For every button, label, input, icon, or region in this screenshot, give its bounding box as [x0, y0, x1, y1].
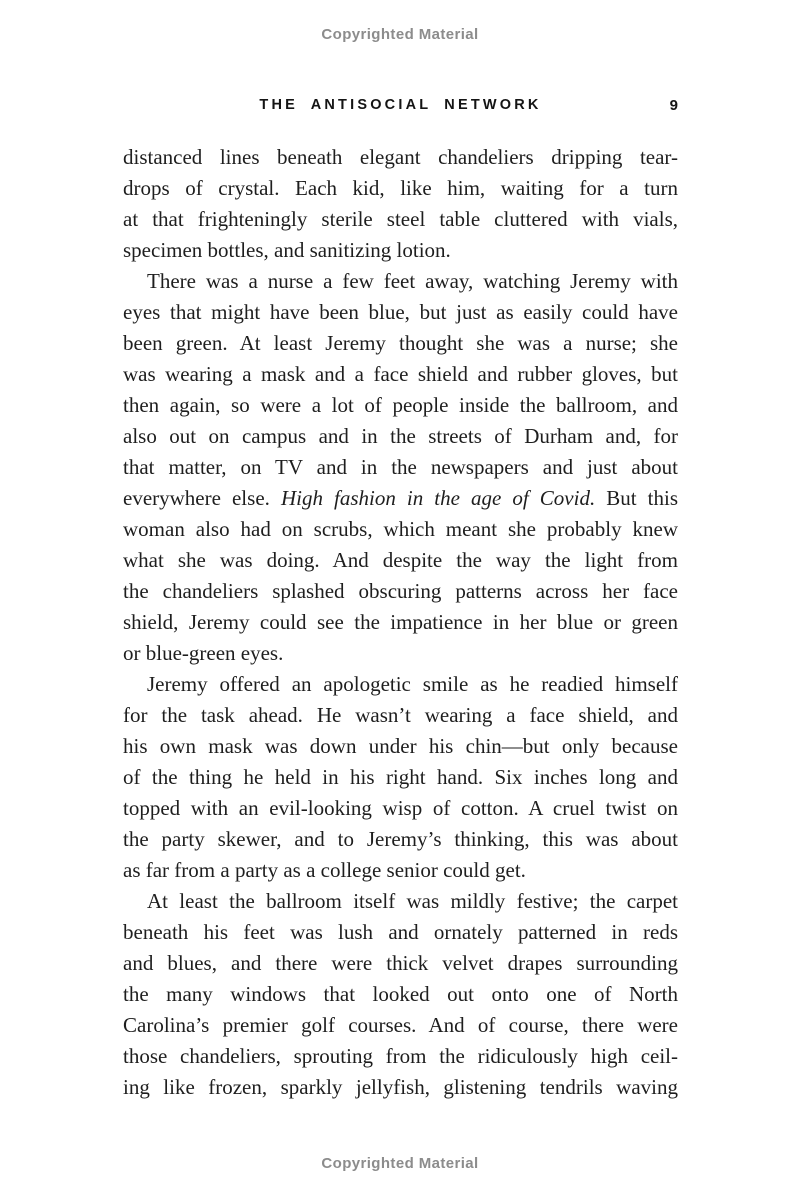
- body-line: ing like frozen, sparkly jellyfish, glistening tendrils waving: [123, 1075, 678, 1099]
- body-line: at that frighteningly sterile steel table cluttered with vials,: [123, 207, 678, 231]
- body-line: topped with an evil-looking wisp of cotton. A cruel twist on: [123, 796, 678, 820]
- body-line: distanced lines beneath elegant chandeliers dripping tear-: [123, 145, 678, 169]
- text-segment: everywhere else.: [123, 486, 281, 510]
- body-line: also out on campus and in the streets of Durham and, for: [123, 424, 678, 448]
- body-line: or blue-green eyes.: [123, 641, 284, 665]
- page-number: 9: [669, 97, 678, 114]
- body-line: those chandeliers, sprouting from the ridiculously high ceil-: [123, 1044, 678, 1068]
- body-line: Carolina’s premier golf courses. And of course, there were: [123, 1013, 678, 1037]
- body-line: Jeremy offered an apologetic smile as he readied himself: [147, 672, 678, 696]
- running-header: [123, 97, 678, 119]
- body-line: the chandeliers splashed obscuring patterns across her face: [123, 579, 678, 603]
- italic-phrase: High fashion in the age of Covid.: [280, 486, 596, 510]
- copyright-notice-top: Copyrighted Material: [321, 26, 479, 43]
- body-line: for the task ahead. He wasn’t wearing a face shield, and: [123, 703, 678, 727]
- body-line: that matter, on TV and in the newspapers and just about: [123, 455, 678, 479]
- body-line: beneath his feet was lush and ornately patterned in reds: [123, 920, 678, 944]
- body-line: the many windows that looked out onto one of North: [123, 982, 678, 1006]
- body-line: eyes that might have been blue, but just as easily could have: [123, 300, 678, 324]
- running-header-title: THE ANTISOCIAL NETWORK: [259, 97, 542, 113]
- text-segment: But this: [595, 486, 678, 510]
- body-line: was wearing a mask and a face shield and rubber gloves, but: [123, 362, 678, 386]
- body-line: and blues, and there were thick velvet drapes surrounding: [123, 951, 678, 975]
- body-line: drops of crystal. Each kid, like him, waiting for a turn: [123, 176, 678, 200]
- body-line: the party skewer, and to Jeremy’s thinking, this was about: [123, 827, 678, 851]
- body-text: [123, 142, 678, 1103]
- body-line: [123, 483, 678, 514]
- body-line: then again, so were a lot of people inside the ballroom, and: [123, 393, 678, 417]
- body-line: his own mask was down under his chin—but only because: [123, 734, 678, 758]
- body-line: shield, Jeremy could see the impatience in her blue or green: [123, 610, 678, 634]
- copyright-notice-bottom: Copyrighted Material: [321, 1155, 479, 1172]
- body-line: There was a nurse a few feet away, watching Jeremy with: [147, 269, 678, 293]
- body-line: At least the ballroom itself was mildly festive; the carpet: [147, 889, 678, 913]
- body-line: of the thing he held in his right hand. Six inches long and: [123, 765, 678, 789]
- body-line: been green. At least Jeremy thought she was a nurse; she: [123, 331, 678, 355]
- body-line: woman also had on scrubs, which meant she probably knew: [123, 517, 678, 541]
- body-line: specimen bottles, and sanitizing lotion.: [123, 238, 451, 262]
- body-line: what she was doing. And despite the way the light from: [123, 548, 678, 572]
- body-line: as far from a party as a college senior could get.: [123, 858, 526, 882]
